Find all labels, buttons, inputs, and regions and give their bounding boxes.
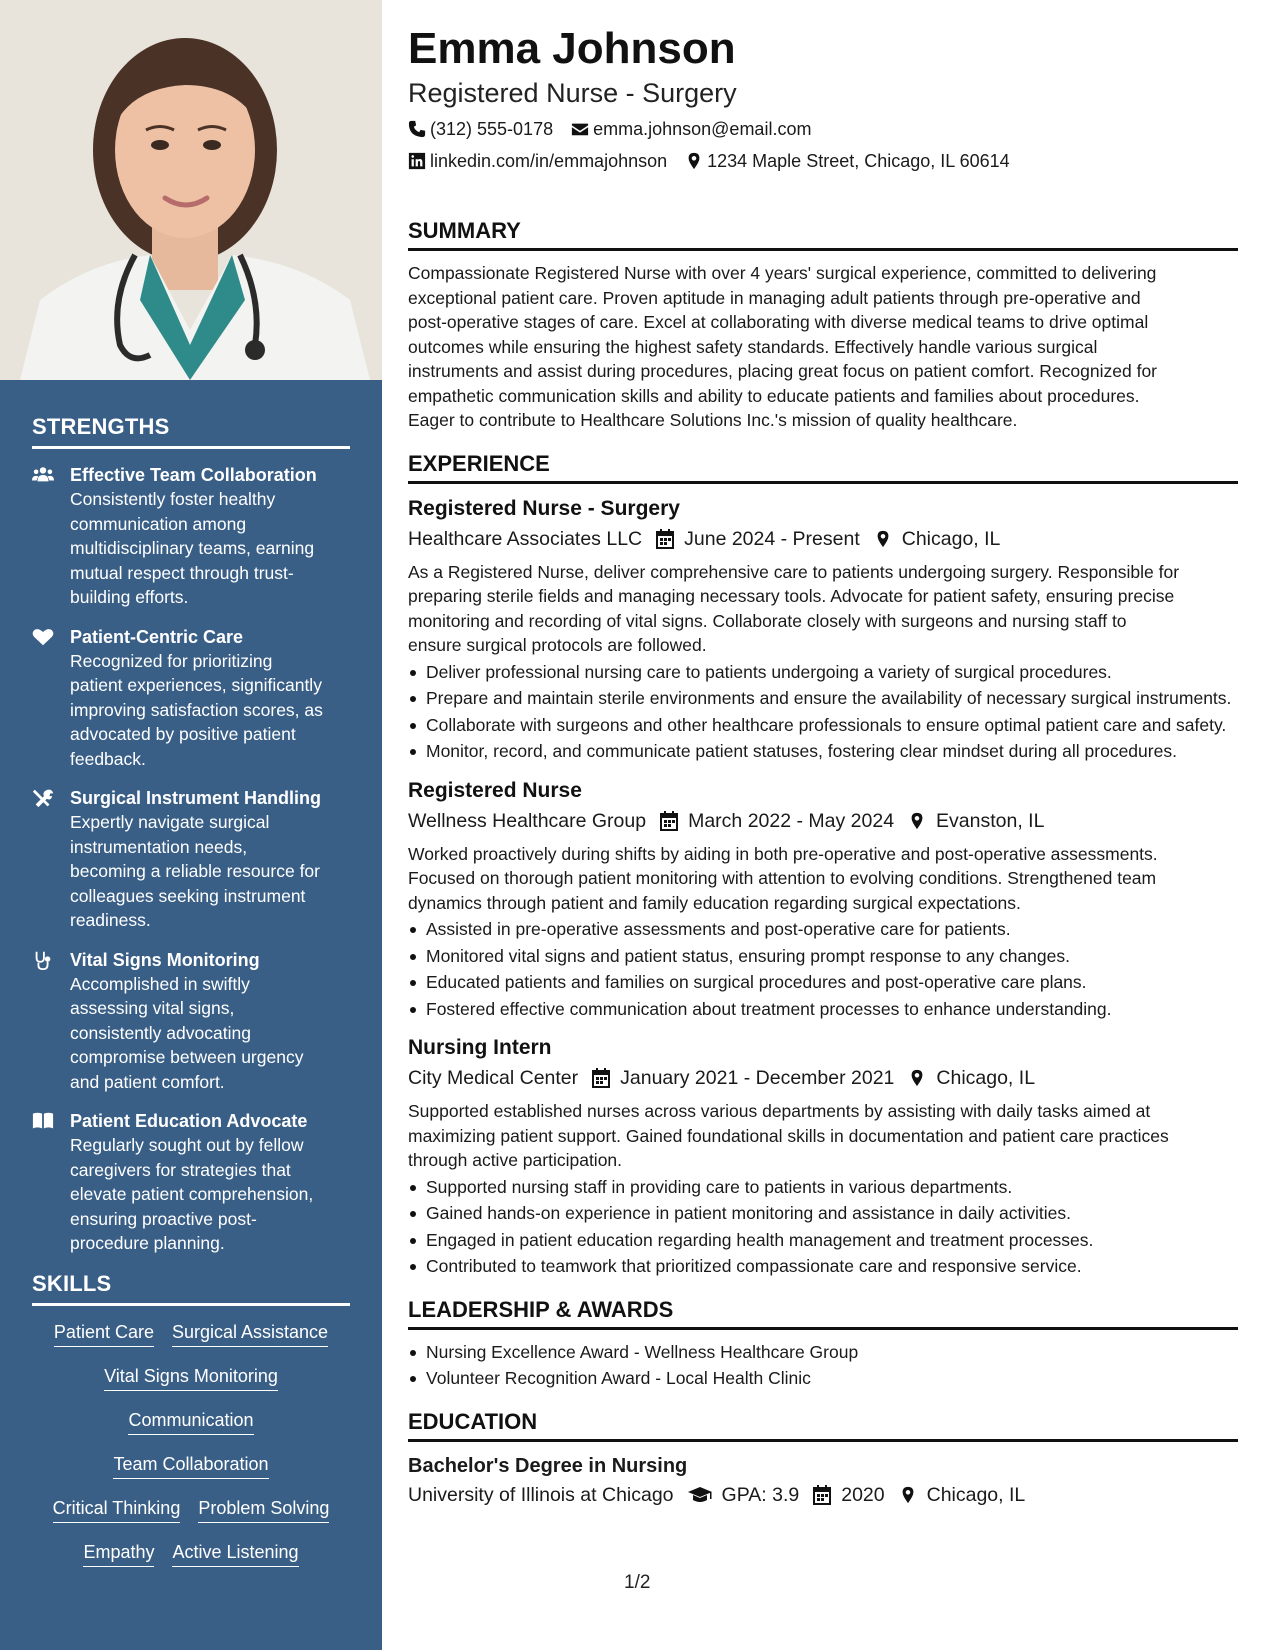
linkedin-text: linkedin.com/in/emmajohnson [430, 151, 668, 171]
contact-address [685, 148, 1010, 174]
skill-tag: Critical Thinking [53, 1496, 181, 1523]
education-location: Chicago, IL [899, 1480, 1026, 1510]
job-company: Healthcare Associates LLC [408, 527, 643, 550]
bullet-item: Prepare and maintain sterile environments and ensure the availability of necessary surgical instruments. [408, 686, 1238, 711]
bullet-item: Monitor, record, and communicate patient statuses, fostering clear mindset during all procedures. [408, 739, 1238, 764]
awards-heading: LEADERSHIP & AWARDS [408, 1297, 1238, 1330]
skill-row [32, 1364, 350, 1391]
job-company: City Medical Center [408, 1067, 579, 1089]
sidebar [0, 0, 382, 1650]
page-number: 1/2 [624, 1572, 651, 1593]
awards-section [408, 1297, 1238, 1391]
contact-row [408, 148, 1238, 174]
strength-description: Recognized for prioritizing patient experiences, significantly improving satisfaction scores, as advocated by positive patient feedback. [70, 650, 323, 769]
skills-heading: SKILLS [32, 1271, 350, 1306]
skill-row [32, 1452, 350, 1479]
bullet-item: Collaborate with surgeons and other healthcare professionals to ensure optimal patient care and safety. [408, 713, 1238, 738]
bullet-item: Supported nursing staff in providing care to patients in various departments. [408, 1175, 1238, 1200]
award-item: Volunteer Recognition Award - Local Health Clinic [408, 1366, 1238, 1391]
job-title: Registered Nurse - Surgery [408, 496, 680, 520]
skill-tag: Problem Solving [198, 1496, 329, 1523]
job-bullets [408, 660, 1238, 764]
strengths-heading: STRENGTHS [32, 414, 350, 449]
job-location: Chicago, IL [908, 1063, 1035, 1093]
award-item: Nursing Excellence Award - Wellness Healthcare Group [408, 1340, 1238, 1365]
bullet-item: Contributed to teamwork that prioritized compassionate care and responsive service. [408, 1254, 1238, 1279]
location-pin-icon [874, 529, 892, 549]
book-icon [32, 1109, 70, 1256]
strength-title: Patient Education Advocate [70, 1111, 308, 1131]
skill-tag: Team Collaboration [113, 1452, 268, 1479]
job-title: Registered Nurse [408, 778, 582, 802]
strength-item [32, 463, 350, 610]
calendar-icon [656, 529, 674, 549]
bullet-item: Monitored vital signs and patient status, ensuring prompt response to any changes. [408, 944, 1238, 969]
job-entry [408, 776, 1238, 1022]
strength-description: Consistently foster healthy communication among multidisciplinary teams, earning mutual respect through trust- building efforts. [70, 489, 315, 607]
calendar-icon [660, 811, 678, 831]
stethoscope-icon [32, 948, 70, 1095]
strength-item [32, 625, 350, 772]
tools-icon [32, 786, 70, 933]
experience-section [408, 451, 1238, 1279]
job-meta [408, 806, 1238, 836]
education-heading: EDUCATION [408, 1409, 1238, 1442]
bullet-item: Gained hands-on experience in patient monitoring and assistance in daily activities. [408, 1201, 1238, 1226]
skill-tag: Patient Care [54, 1320, 154, 1347]
strength-title: Patient-Centric Care [70, 626, 244, 647]
calendar-icon [813, 1485, 831, 1505]
job-dates: June 2024 - Present [656, 524, 860, 554]
skill-tag: Communication [128, 1408, 253, 1435]
job-location: Evanston, IL [908, 806, 1044, 836]
envelope-icon [571, 120, 589, 138]
job-bullets [408, 917, 1238, 1021]
skill-row [32, 1496, 350, 1523]
linkedin-icon [408, 152, 426, 170]
job-location: Chicago, IL [874, 524, 1001, 554]
strength-title: Effective Team Collaboration [70, 465, 317, 485]
job-entry [408, 1033, 1238, 1279]
strength-item [32, 948, 350, 1095]
summary-section [408, 218, 1238, 433]
education-meta [408, 1480, 1238, 1510]
graduation-cap-icon [688, 1485, 712, 1505]
email-text: emma.johnson@email.com [593, 119, 812, 139]
education-section [408, 1409, 1238, 1510]
bullet-item: Educated patients and families on surgical procedures and post-operative care plans. [408, 970, 1238, 995]
job-meta [408, 1063, 1238, 1093]
skill-tag: Active Listening [172, 1540, 298, 1567]
summary-heading: SUMMARY [408, 218, 1238, 251]
bullet-item: Assisted in pre-operative assessments and post-operative care for patients. [408, 917, 1238, 942]
degree-title: Bachelor's Degree in Nursing [408, 1454, 688, 1477]
contact-phone[interactable] [408, 116, 553, 142]
location-pin-icon [685, 152, 703, 170]
candidate-role: Registered Nurse - Surgery [408, 78, 737, 108]
strength-item [32, 1109, 350, 1256]
location-pin-icon [899, 1485, 917, 1505]
contact-linkedin[interactable] [408, 148, 667, 174]
skill-tag: Surgical Assistance [172, 1320, 328, 1347]
calendar-icon [592, 1068, 610, 1088]
location-pin-icon [908, 1068, 926, 1088]
skill-row [32, 1540, 350, 1567]
contact-email[interactable] [571, 116, 811, 142]
skill-row [32, 1320, 350, 1347]
summary-text: Compassionate Registered Nurse with over 4 years' surgical experience, committed to delivering exceptional patient care. Proven aptitude in managing adult patients through pre-operative and post-operative stages of care. Excel at collaborating with diverse medical teams to drive optimal outcomes while ensuring the highest safety standards. Effectively handle various surgical instruments and assist during procedures, placing great focus on patient comfort. Recognized for empathetic communication skills and ability to educate patients and families about procedures. Eager to contribute to Healthcare Solutions Inc.'s mission of quality healthcare. [408, 263, 1158, 430]
bullet-item: Deliver professional nursing care to patients undergoing a variety of surgical procedures. [408, 660, 1238, 685]
job-meta [408, 524, 1238, 554]
job-description: As a Registered Nurse, deliver comprehensive care to patients undergoing surgery. Responsible for preparing sterile fields and managing necessary tools. Advocate for patient safety, ensuring precise monitoring and recording of vital signs. Collaborate closely with surgeons and nursing staff to ensure surgical protocols are followed. [408, 561, 1180, 655]
candidate-name: Emma Johnson [408, 24, 736, 73]
profile-photo [0, 0, 382, 380]
portrait-image [0, 0, 382, 380]
gpa: GPA: 3.9 [688, 1480, 800, 1510]
strength-description: Accomplished in swiftly assessing vital signs, consistently advocating compromise between urgency and patient comfort. [70, 973, 304, 1092]
strengths-section [0, 414, 382, 1256]
heart-icon [32, 625, 70, 772]
strength-title: Vital Signs Monitoring [70, 949, 260, 970]
skill-tag: Empathy [83, 1540, 154, 1567]
bullet-item: Engaged in patient education regarding health management and treatment processes. [408, 1228, 1238, 1253]
job-description: Supported established nurses across various departments by assisting with daily tasks aimed at maximizing patient support. Gained foundational skills in documentation and patient care practices through active participation. [408, 1101, 1169, 1170]
skills-section [0, 1271, 382, 1567]
job-title: Nursing Intern [408, 1036, 552, 1059]
job-company: Wellness Healthcare Group [408, 809, 647, 832]
job-description: Worked proactively during shifts by aiding in both pre-operative and post-operative assessments. Focused on thorough patient monitoring with attention to evolving conditions. Strengthened team dynamics through patient and family education regarding surgical expectations. [408, 843, 1158, 913]
skill-tag: Vital Signs Monitoring [104, 1364, 278, 1391]
school-name: University of Illinois at Chicago [408, 1483, 674, 1506]
skill-row [32, 1408, 350, 1435]
strength-description: Expertly navigate surgical instrumentation needs, becoming a reliable resource for colleagues seeking instrument readiness. [70, 812, 320, 930]
job-entry [408, 494, 1238, 764]
strength-description: Regularly sought out by fellow caregivers for strategies that elevate patient comprehension, ensuring proactive post- procedure planning. [70, 1135, 314, 1253]
job-dates: March 2022 - May 2024 [660, 806, 894, 836]
job-dates: January 2021 - December 2021 [592, 1063, 894, 1093]
graduation-year: 2020 [813, 1480, 884, 1510]
location-pin-icon [908, 811, 926, 831]
users-icon [32, 463, 70, 610]
phone-icon [408, 120, 426, 138]
main-content [408, 22, 1238, 1516]
strength-title: Surgical Instrument Handling [70, 788, 322, 808]
bullet-item: Fostered effective communication about treatment processes to enhance understanding. [408, 997, 1238, 1022]
contact-row [408, 116, 1238, 142]
phone-text: (312) 555-0178 [430, 119, 554, 139]
job-bullets [408, 1175, 1238, 1279]
strength-item [32, 786, 350, 933]
awards-list [408, 1340, 1238, 1391]
experience-heading: EXPERIENCE [408, 451, 1238, 484]
address-text: 1234 Maple Street, Chicago, IL 60614 [707, 151, 1010, 171]
